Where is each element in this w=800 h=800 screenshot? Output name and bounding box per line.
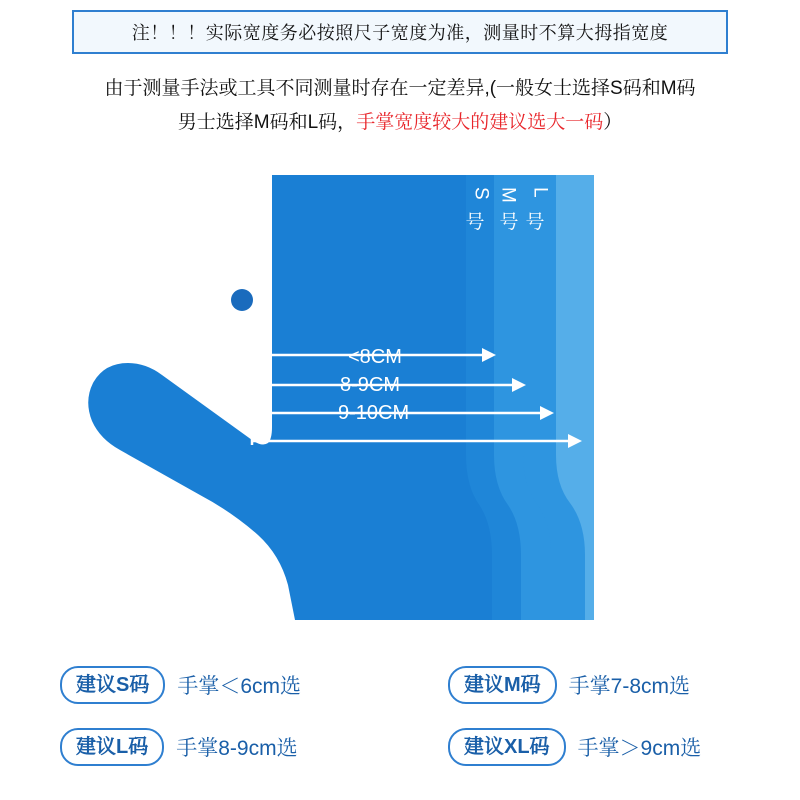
hand-silhouette	[88, 175, 492, 620]
legend-item-xl	[448, 728, 701, 766]
intro-line-2-prefix: 男士选择M码和L码，	[177, 112, 357, 133]
intro-line-2-emphasis: 手掌宽度较大的建议选大一码	[356, 112, 604, 133]
legend-desc-l: 手掌8-9cm选	[176, 737, 298, 760]
intro-line-1: 由于测量手法或工具不同测量时存在一定差异,(一般女士选择S码和M码	[104, 78, 696, 99]
legend-item-m	[448, 666, 690, 704]
legend-desc-xl: 手掌＞9cm选	[577, 737, 702, 760]
measurement-labels	[338, 346, 409, 424]
measure-label-1: 8-9CM	[340, 374, 401, 396]
size-column-label-l: L 号	[522, 187, 551, 230]
size-column-label-s: S 号	[462, 187, 492, 230]
intro-line-2-suffix: ）	[603, 112, 623, 133]
legend-item-s	[60, 666, 301, 704]
legend-item-l	[60, 728, 298, 766]
size-column-label-m: M 号	[496, 187, 519, 230]
legend-pill-m: 建议M码	[448, 666, 557, 704]
legend-desc-m: 手掌7-8cm选	[568, 675, 691, 698]
notice-text: 注！！！实际宽度务必按照尺子宽度为准，测量时不算大拇指宽度	[131, 23, 669, 43]
intro-paragraph	[0, 72, 800, 140]
measure-label-2: 9-10CM	[338, 402, 410, 424]
size-legend	[0, 660, 800, 780]
legend-pill-l: 建议L码	[60, 728, 164, 766]
glove-size-diagram	[0, 155, 800, 655]
intro-line-2	[0, 106, 800, 140]
thumb-joint-dot	[231, 289, 253, 311]
notice-banner	[72, 10, 728, 54]
legend-desc-s: 手掌＜6cm选	[177, 675, 302, 698]
measure-label-0: <8CM	[348, 346, 402, 368]
legend-pill-xl: 建议XL码	[448, 728, 566, 766]
legend-pill-s: 建议S码	[60, 666, 165, 704]
